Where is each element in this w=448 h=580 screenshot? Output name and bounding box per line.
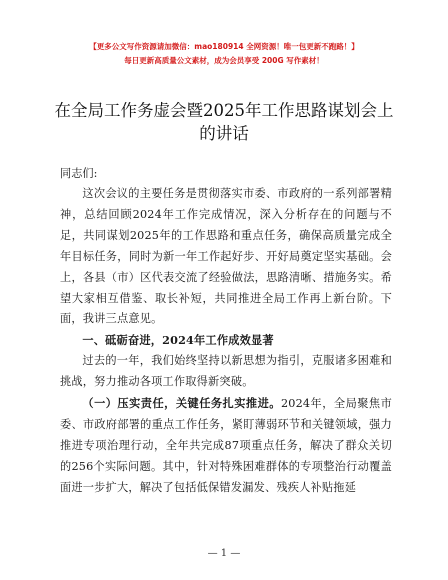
section-heading-1: 一、砥砺奋进，2024年工作成效显著 (82, 333, 274, 348)
subsection-heading-1: （一）压实责任，关键任务扎实推进。 (82, 396, 281, 411)
subsection-text-1: 2024年，全局聚焦市委、市政府部署的重点工作任务，紧盯薄弱环节和关键领域，强力推进专项治理行动，全年共完成87项重点任务，解决了群众关切的256个实际问题。其中，针对特殊困难群体的专项整治行动覆盖面进一步扩大，解决了包括低保错发漏发、残疾人补贴拖延 (60, 397, 393, 494)
title-line-2: 的讲话 (199, 124, 249, 143)
document-title (50, 99, 398, 145)
title-line-1: 在全局工作务虚会暨2025年工作思路谋划会上 (54, 101, 394, 120)
promo-line-2: 每日更新高质量公文素材，成为会员享受 200G 写作素材！ (124, 56, 324, 65)
paragraph-review: 过去的一年，我们始终坚持以新思想为指引，克服诸多困难和挑战，努力推动各项工作取得新突破。 (60, 354, 392, 389)
paragraph-subsection-1 (60, 393, 392, 499)
page-number: — 1 — (207, 548, 241, 559)
promo-banner (0, 40, 448, 68)
salutation: 同志们: (60, 167, 98, 180)
document-body (60, 184, 392, 499)
paragraph-intro: 这次会议的主要任务是贯彻落实市委、市政府的一系列部署精神，总结回顾2024年工作完成情况，深入分析存在的问题与不足，共同谋划2025年的工作思路和重点任务，确保高质量完成全年目标任务，同时为新一年工作起好步、开好局奠定坚实基础。会上，各县（市）区代表交流了经验做法，思路清晰、措施务实。希望大家相互借鉴、取长补短，共同推进全局工作再上新台阶。下面，我讲三点意见。 (60, 187, 392, 326)
promo-line-1: 【更多公文写作资源请加微信：mao180914 全网资源！唯一包更新不跑路！】 (89, 42, 359, 51)
